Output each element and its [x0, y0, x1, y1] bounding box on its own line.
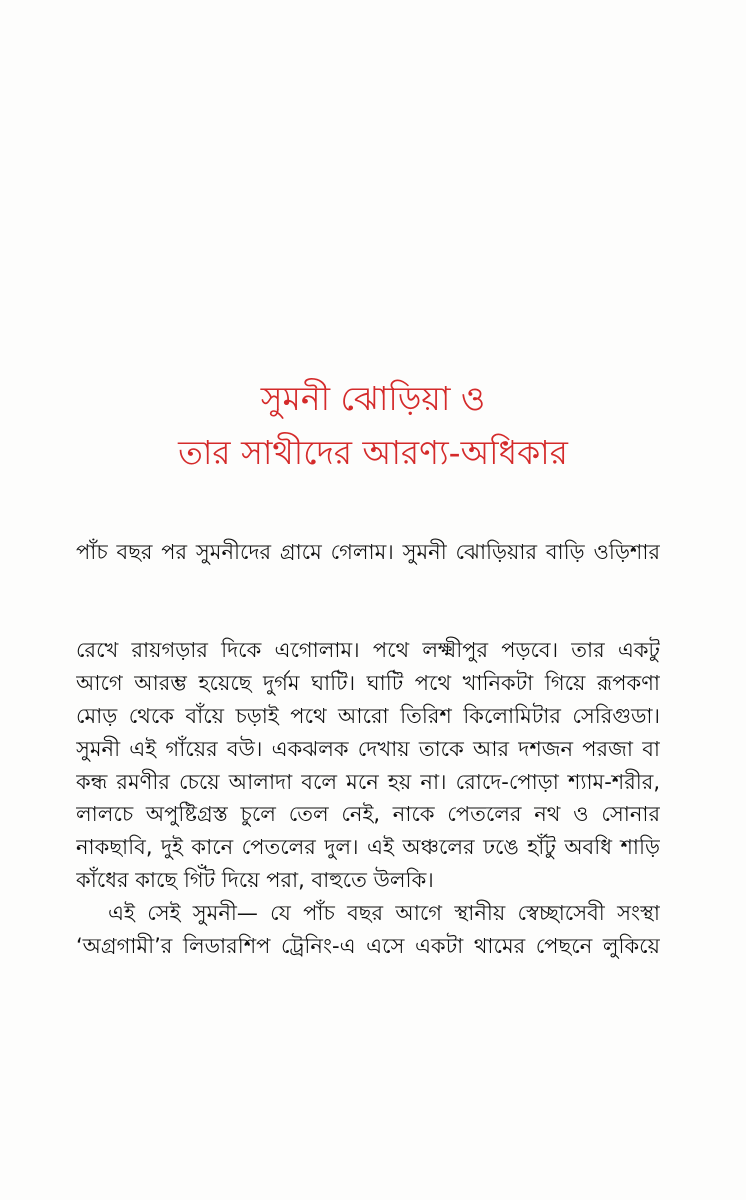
body-line: কন্ধ রমণীর চেয়ে আলাদা বলে মনে হয় না। রোদে-পোড়া শ্যাম-শরীর,: [76, 769, 660, 794]
body-line: সুমনী এই গাঁয়ের বউ। একঝলক দেখায় তাকে আর দশজন পরজা বা: [76, 736, 660, 761]
body-line: কাঁধের কাছে গিঁট দিয়ে পরা, বাহুতে উলকি।: [76, 867, 434, 892]
chapter-title-line-1: সুমনী ঝোড়িয়া ও: [260, 379, 486, 418]
body-line: রেখে রায়গড়ার দিকে এগোলাম। পথে লক্ষ্মীপুর পড়বে। তার একটু: [76, 638, 660, 663]
body-line: এই সেই সুমনী— যে পাঁচ বছর আগে স্থানীয় স্বেচ্ছাসেবী সংস্থা: [108, 900, 660, 925]
body-line: আগে আরম্ভ হয়েছে দুর্গম ঘাটি। ঘাটি পথে খানিকটা গিয়ে রূপকণা: [76, 671, 660, 696]
body-line: লালচে অপুষ্টিগ্রস্ত চুলে তেল নেই, নাকে পেতলের নথ ও সোনার: [76, 802, 660, 827]
body-line: মোড় থেকে বাঁয়ে চড়াই পথে আরো তিরিশ কিলোমিটার সেরিগুডা।: [76, 703, 660, 728]
chapter-title: [0, 372, 746, 480]
body-line: [76, 569, 660, 602]
body-line: পাঁচ বছর পর সুমনীদের গ্রামে গেলাম। সুমনী ঝোড়িয়ার বাড়ি ওড়িশার: [76, 540, 660, 564]
body-line: নাকছাবি, দুই কানে পেতলের দুল। এই অঞ্চলের ঢঙে হাঁটু অবধি শাড়ি: [76, 835, 660, 860]
chapter-title-line-2: তার সাথীদের আরণ্য-অধিকার: [178, 433, 568, 472]
body-line: ‘অগ্রগামী’র লিডারশিপ ট্রেনিং-এ এসে একটা থামের পেছনে লুকিয়ে: [76, 933, 660, 958]
body-paragraphs: [76, 536, 660, 962]
body-line: [76, 602, 660, 635]
